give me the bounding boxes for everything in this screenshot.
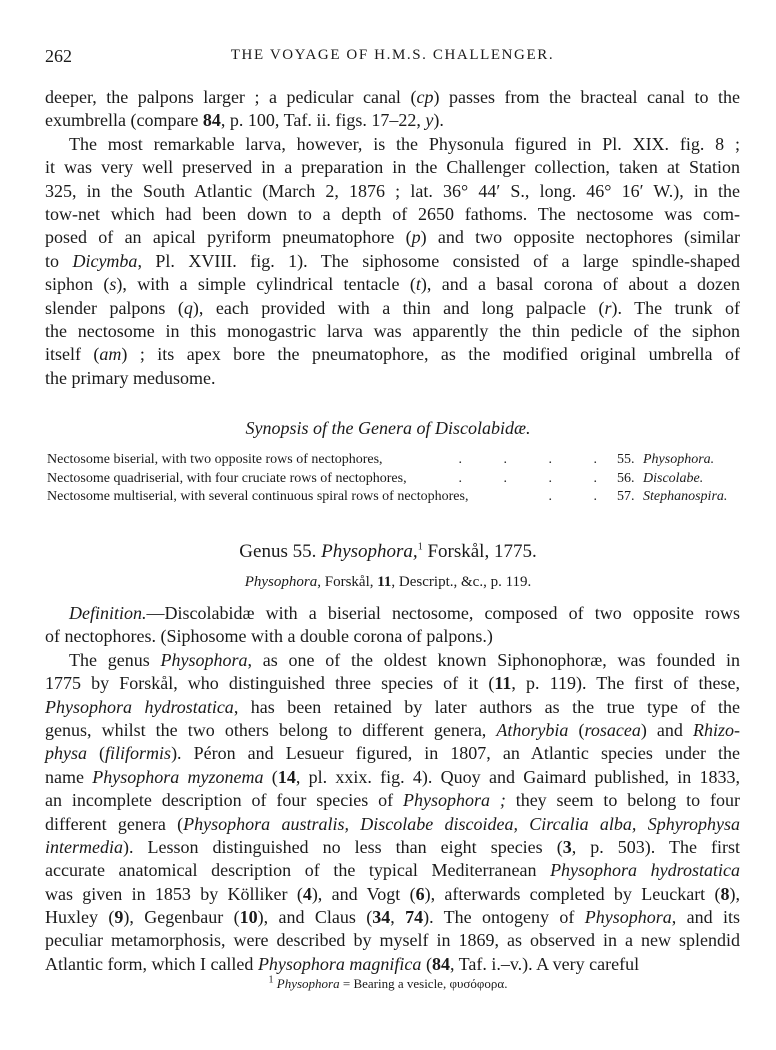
text-line	[45, 836, 740, 859]
text-line	[45, 649, 740, 672]
synopsis-row	[47, 470, 737, 489]
italic-text: Physophora hydrostatica	[550, 860, 740, 881]
text-run: itself (	[45, 344, 100, 365]
reference-number: 34	[372, 907, 391, 928]
reference-number: 8	[720, 883, 730, 904]
text-run: ). Péron and Lesueur figured, in 1807, an Atlantic species under the	[171, 743, 740, 764]
reference-number: 11	[377, 574, 392, 590]
text-line	[45, 672, 740, 695]
text-run: , Descript., &c., p. 119.	[391, 574, 532, 590]
text-run: slender palpons (	[45, 297, 184, 318]
text-run: they seem to belong to four	[505, 790, 740, 811]
text-line	[45, 883, 740, 906]
text-run: ), afterwards completed by Leuckart (	[424, 883, 721, 904]
text-run: ,	[390, 907, 406, 928]
text-run: , Pl. XVIII. fig. 1). The siphosome consisted of a large spindle-shaped	[137, 250, 740, 271]
italic-text: Rhizo-	[693, 719, 740, 740]
synopsis-title: Synopsis of the Genera of Discolabidæ.	[245, 418, 531, 438]
text-run: Forskål, 1775.	[422, 541, 537, 562]
text-run: ) and	[640, 719, 693, 740]
text-line	[45, 813, 740, 836]
text-run: Huxley (	[45, 907, 115, 928]
italic-text: p	[411, 227, 421, 248]
synopsis-row	[47, 488, 737, 507]
text-run: ), each provided with a thin and long palpacle (	[192, 297, 605, 318]
text-run: ) and two opposite nectophores (similar	[420, 227, 741, 248]
text-line	[45, 953, 740, 976]
italic-text: s	[109, 274, 117, 295]
italic-text: Physophora	[276, 976, 340, 991]
text-run: , pl. xxix. fig. 4). Quoy and Gaimard published, in 1833,	[295, 766, 741, 787]
text-run: ), and Vogt (	[311, 883, 416, 904]
text-run: deeper, the palpons larger ; a pedicular canal (	[45, 87, 417, 107]
text-run: ), with a simple cylindrical tentacle (	[116, 274, 416, 295]
italic-text: t	[415, 274, 421, 295]
text-run: tow-net which had been down to a depth of 2650 fathoms. The nectosome was com-	[45, 203, 740, 224]
reference-number: 11	[494, 673, 512, 694]
text-run: (	[568, 719, 585, 740]
page-number: 262	[45, 46, 72, 66]
text-run: was given in 1853 by Kölliker (	[45, 883, 303, 904]
italic-text: Physophora	[584, 907, 672, 928]
row-number: 57.	[617, 489, 635, 504]
text-run: accurate anatomical description of the typical Mediterranean	[45, 860, 551, 881]
text-line	[45, 203, 740, 226]
text-run: ), Gegenbaur (	[123, 907, 240, 928]
row-genus: Physophora.	[643, 452, 715, 467]
italic-text: Physophora	[244, 574, 318, 590]
text-run: genus, whilst the two others belong to different genera,	[45, 719, 497, 740]
text-run: , Forskål,	[317, 574, 378, 590]
text-line	[45, 742, 740, 765]
row-description: Nectosome biserial, with two opposite rows of nectophores,	[47, 452, 383, 467]
text-run: = Bearing a vesicle, φυσόφορα.	[339, 976, 508, 991]
reference-number: 14	[277, 766, 296, 787]
text-line	[45, 86, 740, 109]
text-run: ) ; its apex bore the pneumatophore, as the modified original umbrella of	[121, 344, 740, 365]
text-run: ). The ontogeny of	[423, 907, 585, 928]
row-number: 56.	[617, 470, 635, 486]
italic-text: Definition.	[69, 603, 147, 623]
text-line	[45, 367, 740, 390]
italic-text: r	[604, 297, 612, 318]
text-line	[45, 320, 740, 343]
italic-text: physa	[45, 743, 87, 764]
italic-text: Dicymba	[72, 250, 138, 271]
text-line	[45, 133, 740, 156]
text-line	[45, 929, 740, 952]
text-run: ) passes from the bracteal canal to the	[433, 87, 740, 107]
text-line	[45, 906, 740, 929]
row-leader: . .	[548, 489, 597, 504]
text-run: ).	[433, 110, 444, 131]
row-number: 55.	[617, 452, 635, 467]
text-run: 325, in the South Atlantic (March 2, 1876 ; lat. 36° 44′ S., long. 46° 16′ W.), in the	[45, 180, 740, 201]
footnote	[0, 976, 776, 992]
text-run: posed of an apical pyriform pneumatophore (	[45, 227, 412, 248]
text-run: , as one of the oldest known Siphonophoræ, was founded in	[247, 649, 741, 670]
text-run: Genus 55.	[239, 541, 322, 562]
text-run: The genus	[69, 649, 161, 670]
italic-text: Physophora hydrostatica	[45, 696, 234, 717]
text-run: ), and a basal corona of about a dozen	[420, 274, 741, 295]
text-run: peculiar metamorphosis, were described by myself in 1869, as observed in a new splendid	[45, 930, 740, 951]
text-run: , p. 119). The first of these,	[511, 673, 740, 694]
italic-text: Physophora ;	[402, 790, 506, 811]
row-leader: . . . .	[458, 470, 597, 486]
text-run: , p. 100, Taf. ii. figs. 17–22,	[220, 110, 426, 131]
page-header	[45, 46, 740, 70]
text-line	[45, 297, 740, 320]
italic-text: Physophora australis, Discolabe discoidea, Circalia alba, Sphyrophysa	[183, 813, 741, 834]
text-run: 1775 by Forskål, who distinguished three species of it (	[45, 673, 495, 694]
text-run: (	[263, 766, 278, 787]
text-line	[45, 180, 740, 203]
genus-heading	[0, 541, 776, 563]
text-line	[45, 250, 740, 273]
row-genus: Stephanospira.	[643, 489, 728, 504]
text-run: Atlantic form, which I called	[45, 953, 258, 974]
text-run: , has been retained by later authors as the true type of the	[233, 696, 740, 717]
reference-number: 4	[302, 883, 312, 904]
text-run: it was very well preserved in a preparation in the Challenger collection, taken at Station	[45, 157, 740, 178]
reference-number: 84	[202, 110, 221, 131]
body-text-top	[45, 86, 740, 390]
text-line	[45, 226, 740, 249]
text-run: exumbrella (compare	[45, 110, 203, 131]
text-run: siphon (	[45, 274, 110, 295]
synopsis-table	[47, 451, 737, 507]
text-line	[45, 602, 740, 625]
text-line	[45, 859, 740, 882]
text-run: ),	[729, 883, 740, 904]
text-line	[45, 696, 740, 719]
italic-text: cp	[416, 87, 434, 107]
text-line	[45, 273, 740, 296]
reference-number: 9	[114, 907, 124, 928]
synopsis-row	[47, 451, 737, 470]
reference-number: 10	[239, 907, 258, 928]
text-line	[45, 156, 740, 179]
text-run: the primary medusome.	[45, 367, 216, 388]
italic-text: intermedia	[45, 836, 123, 857]
text-run: The most remarkable larva, however, is the Physonula figured in Pl. XIX. fig. 8 ;	[69, 133, 740, 154]
footnote-marker: 1	[268, 974, 274, 986]
italic-text: Physophora	[160, 649, 248, 670]
italic-text: filiformis	[105, 743, 172, 764]
text-run: , p. 503). The first	[571, 836, 740, 857]
text-run: to	[45, 250, 73, 271]
italic-text: Physophora,	[321, 541, 418, 562]
row-genus: Discolabe.	[643, 470, 704, 486]
text-run: the nectosome in this monogastric larva was apparently the thin pedicle of the siphon	[45, 320, 740, 341]
text-run: different genera (	[45, 813, 184, 834]
italic-text: Athorybia	[496, 719, 569, 740]
italic-text: Physophora magnifica	[257, 953, 422, 974]
reference-number: 74	[405, 907, 424, 928]
reference-number: 6	[415, 883, 425, 904]
text-run: (	[421, 953, 432, 974]
row-description: Nectosome quadriserial, with four cruciate rows of nectophores,	[47, 470, 407, 486]
row-description: Nectosome multiserial, with several continuous spiral rows of nectophores,	[47, 489, 469, 504]
running-title: THE VOYAGE OF H.M.S. CHALLENGER.	[230, 47, 555, 63]
italic-text: rosacea	[584, 719, 641, 740]
text-run: ). The trunk of	[611, 297, 740, 318]
text-run: —Discolabidæ with a biserial nectosome, composed of two opposite rows	[146, 603, 740, 623]
text-line	[45, 625, 740, 648]
italic-text: y	[425, 110, 434, 131]
text-line	[45, 766, 740, 789]
text-run: , Taf. i.–v.). A very careful	[449, 953, 640, 974]
text-run: of nectophores. (Siphosome with a double corona of palpons.)	[45, 626, 493, 647]
text-line	[45, 343, 740, 366]
reference-number: 84	[431, 953, 450, 974]
text-run: , and its	[671, 907, 741, 928]
text-run: ), and Claus (	[257, 907, 373, 928]
text-line	[45, 719, 740, 742]
row-leader: . . . .	[458, 452, 597, 467]
text-line	[45, 109, 740, 132]
text-run: an incomplete description of four species of	[45, 790, 403, 811]
body-text-bottom	[45, 602, 740, 976]
genus-reference	[0, 574, 776, 591]
italic-text: q	[183, 297, 193, 318]
text-run: ). Lesson distinguished no less than eight species (	[123, 836, 563, 857]
text-run: name	[45, 766, 93, 787]
reference-number: 3	[562, 836, 572, 857]
italic-text: Physophora myzonema	[92, 766, 264, 787]
text-run: (	[87, 743, 106, 764]
text-line	[45, 789, 740, 812]
italic-text: am	[99, 344, 122, 365]
footnote-marker: 1	[417, 541, 423, 553]
